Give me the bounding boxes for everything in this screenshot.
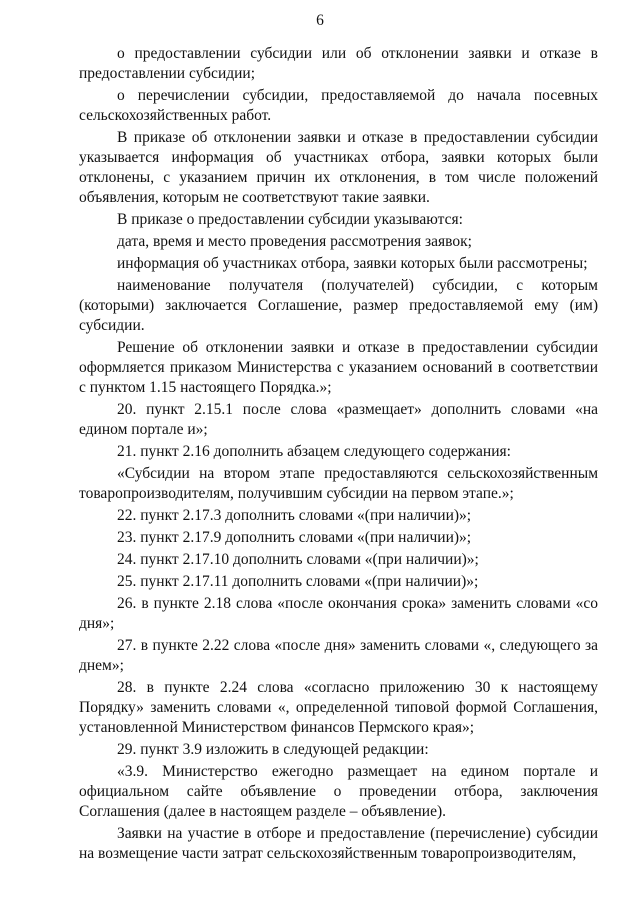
paragraph-12: 22. пункт 2.17.3 дополнить словами «(при наличии)»; xyxy=(117,507,472,524)
paragraph-2: о перечислении субсидии, предоставляемой до начала посевных сельскохозяйственных работ. xyxy=(79,87,598,124)
paragraph-7: наименование получателя (получателей) субсидии, с которым (которыми) заключается Соглашение, размер предоставляемой ему (им) субсидии. xyxy=(79,277,598,334)
paragraph-16: 26. в пункте 2.18 слова «после окончания срока» заменить словами «со дня»; xyxy=(79,595,598,632)
document-body xyxy=(79,44,598,864)
paragraph-19: 29. пункт 3.9 изложить в следующей редакции: xyxy=(117,741,429,758)
paragraph-6: информация об участниках отбора, заявки которых были рассмотрены; xyxy=(117,255,588,272)
paragraph-5: дата, время и место проведения рассмотрения заявок; xyxy=(117,233,472,250)
paragraph-14: 24. пункт 2.17.10 дополнить словами «(при наличии)»; xyxy=(117,551,479,568)
paragraph-21: Заявки на участие в отборе и предоставление (перечисление) субсидии на возмещение части затрат сельскохозяйственным товаропроизводителям, xyxy=(79,825,598,862)
paragraph-8: Решение об отклонении заявки и отказе в предоставлении субсидии оформляется приказом Министерства с указанием оснований в соответствии с пунктом 1.15 настоящего Порядка.»; xyxy=(79,339,598,396)
paragraph-3: В приказе об отклонении заявки и отказе в предоставлении субсидии указывается информация об участниках отбора, заявки которых были отклонены, с указанием причин их отклонения, в том числе положений объявления, которым не соответствуют такие заявки. xyxy=(79,129,598,206)
paragraph-17: 27. в пункте 2.22 слова «после дня» заменить словами «, следующего за днем»; xyxy=(79,637,598,674)
paragraph-15: 25. пункт 2.17.11 дополнить словами «(при наличии)»; xyxy=(117,573,479,590)
paragraph-20: «3.9. Министерство ежегодно размещает на едином портале и официальном сайте объявление о проведении отбора, заключения Соглашения (далее в настоящем разделе – объявление). xyxy=(79,763,598,820)
paragraph-10: 21. пункт 2.16 дополнить абзацем следующего содержания: xyxy=(117,443,511,460)
paragraph-4: В приказе о предоставлении субсидии указываются: xyxy=(117,211,463,228)
paragraph-11: «Субсидии на втором этапе предоставляются сельскохозяйственным товаропроизводителям, получившим субсидии на первом этапе.»; xyxy=(79,465,598,502)
page-number: 6 xyxy=(316,12,324,29)
paragraph-9: 20. пункт 2.15.1 после слова «размещает» дополнить словами «на едином портале и»; xyxy=(79,401,598,438)
paragraph-1: о предоставлении субсидии или об отклонении заявки и отказе в предоставлении субсидии; xyxy=(79,45,598,82)
paragraph-18: 28. в пункте 2.24 слова «согласно приложению 30 к настоящему Порядку» заменить словами «, определенной типовой формой Соглашения, установленной Министерством финансов Пермского края»; xyxy=(79,679,598,736)
paragraph-13: 23. пункт 2.17.9 дополнить словами «(при наличии)»; xyxy=(117,529,472,546)
